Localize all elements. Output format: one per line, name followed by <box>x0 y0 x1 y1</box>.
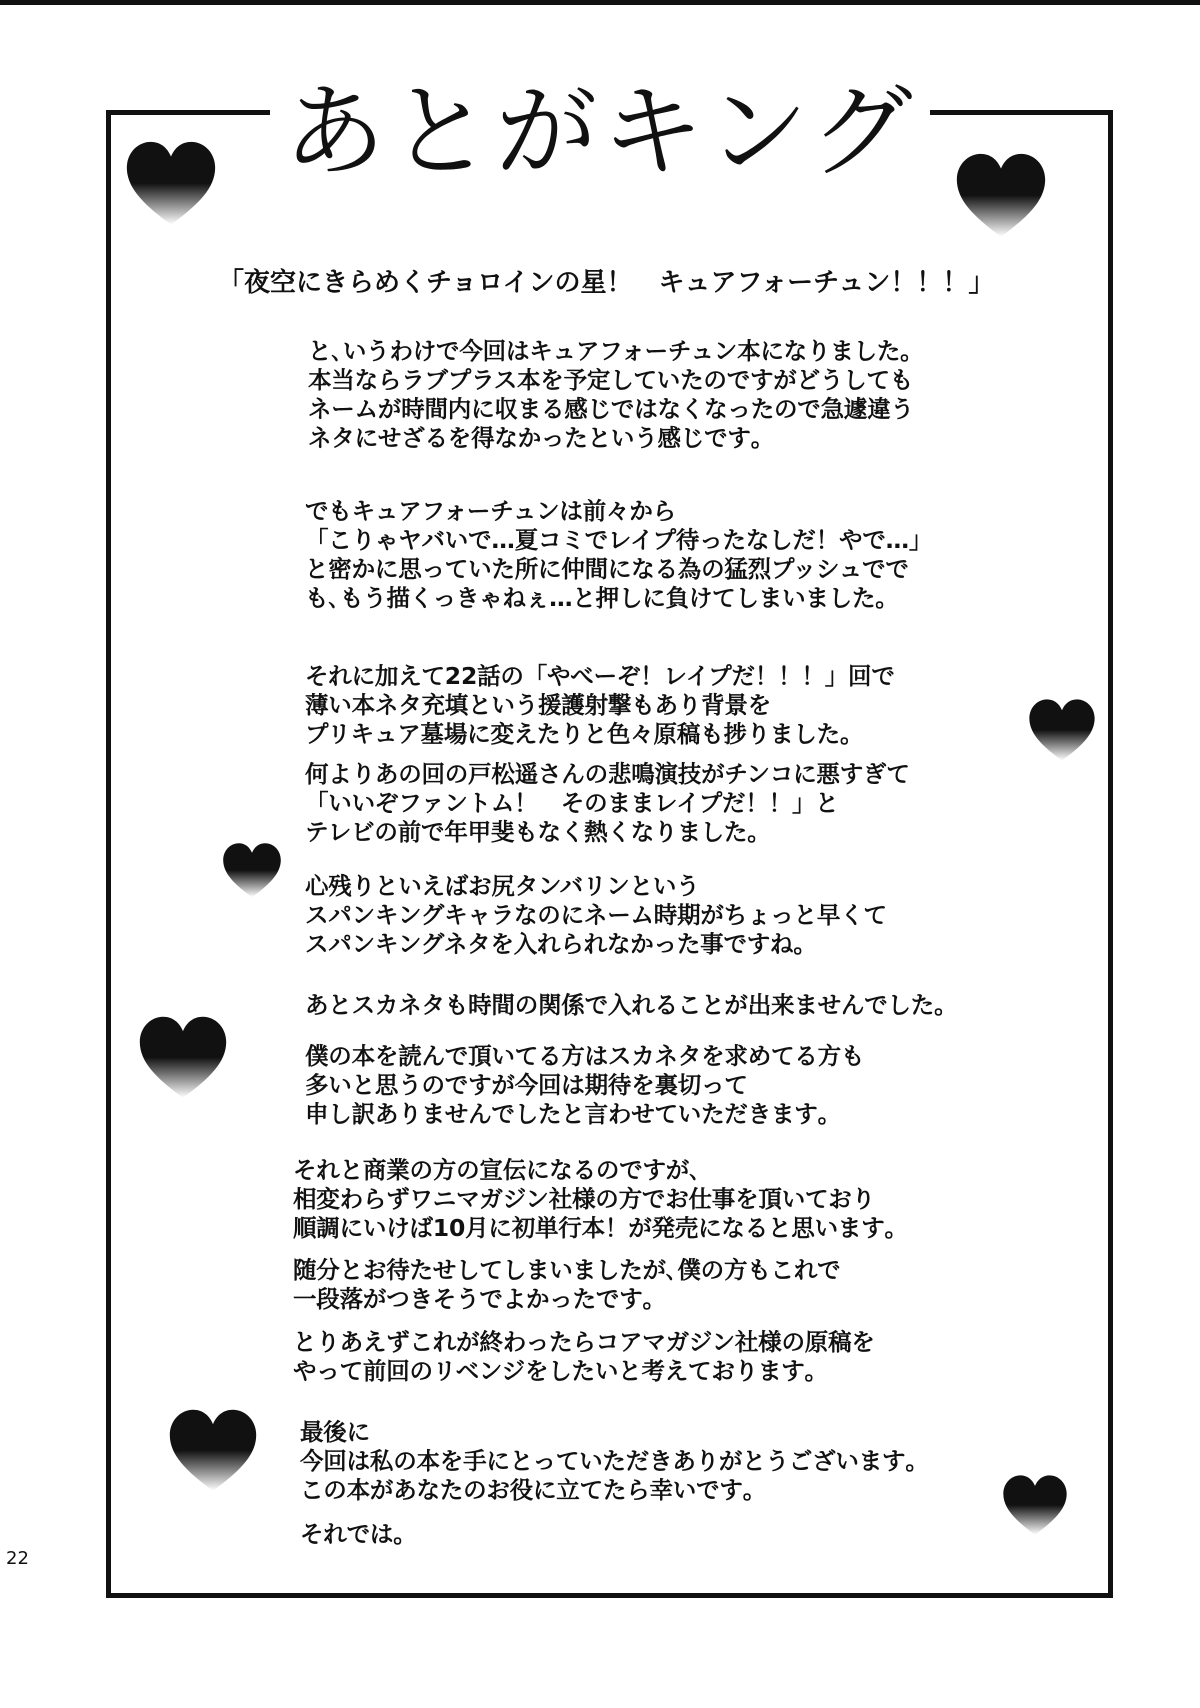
paragraph: と､いうわけで今回はキュアフォーチュン本になりました｡ 本当ならラブプラス本を予定していたのですがどうしても ネームが時間内に収まる感じではなくなったので急遽違う ネタにせざるを得なかったという感じです｡ <box>308 337 914 452</box>
top-edge-line <box>0 0 1200 5</box>
heart-icon <box>1028 698 1096 766</box>
paragraph: それと商業の方の宣伝になるのですが､ 相変わらずワニマガジン社様の方でお仕事を頂いており 順調にいけば10月に初単行本！が発売になると思います｡ <box>293 1156 897 1242</box>
paragraph: それに加えて22話の「やべーぞ！レイプだ！！！」回で 薄い本ネタ充填という援護射撃もあり背景を プリキュア墓場に変えたりと色々原稿も捗りました｡ <box>305 662 895 748</box>
heart-icon <box>125 140 217 232</box>
paragraph: あとスカネタも時間の関係で入れることが出来ませんでした｡ <box>305 991 946 1019</box>
paragraph: 最後に 今回は私の本を手にとっていただきありがとうございます｡ この本があなたのお役に立てたら幸いです｡ <box>300 1418 917 1504</box>
heart-icon <box>138 1015 228 1105</box>
paragraph: 僕の本を読んで頂いてる方はスカネタを求めてる方も 多いと思うのですが今回は期待を裏切って 申し訳ありませんでしたと言わせていただきます｡ <box>305 1042 865 1128</box>
paragraph: 随分とお待たせしてしまいましたが､僕の方もこれで 一段落がつきそうでよかったです｡ <box>293 1256 841 1313</box>
paragraph: それでは｡ <box>300 1520 405 1548</box>
paragraph: 心残りといえばお尻タンバリンという スパンキングキャラなのにネーム時期がちょっと早くて スパンキングネタを入れられなかった事ですね｡ <box>305 872 887 958</box>
heart-icon <box>168 1408 258 1498</box>
paragraph: とりあえずこれが終わったらコアマガジン社様の原稿を やって前回のリベンジをしたいと考えております｡ <box>293 1328 875 1385</box>
heart-icon <box>222 842 282 902</box>
heart-icon <box>955 152 1047 244</box>
page-number: 22 <box>6 1548 29 1569</box>
paragraph: でもキュアフォーチュンは前々から 「こりゃヤバいで…夏コミでレイプ待ったなしだ！やで…」 と密かに思っていた所に仲間になる為の猛烈プッシュでで も､もう描くっきゃねぇ…と押しに負けてしまいました｡ <box>305 497 933 612</box>
afterword-heading: 「夜空にきらめくチョロインの星！ キュアフォーチュン！！！」 <box>218 268 995 298</box>
heart-icon <box>1002 1474 1068 1540</box>
page-title: あとがキング <box>283 73 917 192</box>
paragraph: 何よりあの回の戸松遥さんの悲鳴演技がチンコに悪すぎて 「いいぞファントム！ そのままレイプだ！！」と テレビの前で年甲斐もなく熱くなりました｡ <box>305 760 910 846</box>
